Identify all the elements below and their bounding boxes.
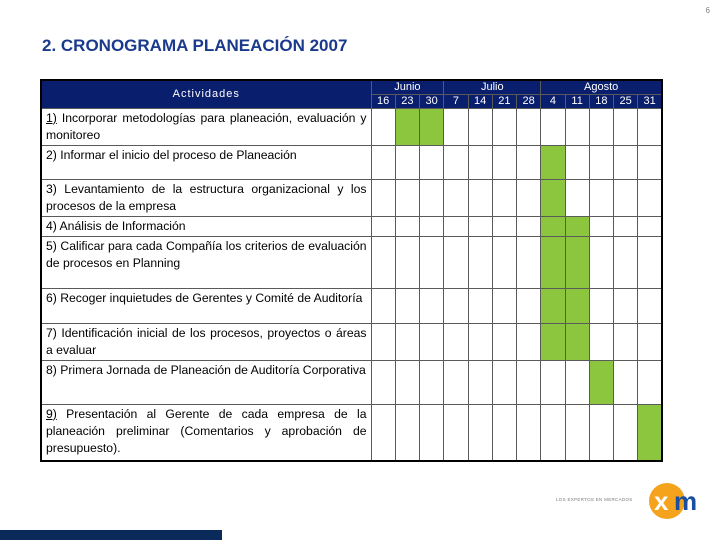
week-header: 31 [638, 95, 662, 109]
empty-cell [565, 180, 589, 217]
empty-cell [517, 405, 541, 461]
empty-cell [395, 217, 419, 237]
scheduled-cell [565, 324, 589, 361]
empty-cell [614, 405, 638, 461]
empty-cell [395, 405, 419, 461]
empty-cell [395, 361, 419, 405]
week-header: 7 [444, 95, 468, 109]
scheduled-cell [565, 237, 589, 289]
activity-label [41, 146, 371, 180]
scheduled-cell [565, 217, 589, 237]
empty-cell [492, 237, 516, 289]
activity-number: 5) [46, 239, 57, 253]
empty-cell [444, 146, 468, 180]
scheduled-cell [420, 109, 444, 146]
activity-text: Levantamiento de la estructura organizacional y los procesos de la empresa [46, 182, 367, 213]
page-number: 6 [705, 6, 710, 15]
empty-cell [517, 289, 541, 324]
empty-cell [517, 109, 541, 146]
empty-cell [541, 109, 565, 146]
empty-cell [444, 289, 468, 324]
empty-cell [492, 324, 516, 361]
empty-cell [420, 324, 444, 361]
empty-cell [468, 289, 492, 324]
empty-cell [614, 217, 638, 237]
scheduled-cell [541, 146, 565, 180]
activity-text: Informar el inicio del proceso de Planeación [56, 148, 297, 162]
empty-cell [614, 146, 638, 180]
empty-cell [517, 146, 541, 180]
empty-cell [444, 109, 468, 146]
empty-cell [371, 289, 395, 324]
empty-cell [468, 146, 492, 180]
empty-cell [492, 289, 516, 324]
empty-cell [589, 217, 613, 237]
empty-cell [492, 361, 516, 405]
empty-cell [420, 237, 444, 289]
week-header: 28 [517, 95, 541, 109]
logo-tagline: LOS EXPERTOS EN MERCADOS [556, 497, 633, 502]
empty-cell [589, 180, 613, 217]
activity-number: 4) [46, 219, 57, 233]
activity-label [41, 109, 371, 146]
activity-text: Recoger inquietudes de Gerentes y Comité de Auditoría [56, 291, 363, 305]
scheduled-cell [638, 405, 662, 461]
empty-cell [638, 324, 662, 361]
activity-row [41, 146, 662, 180]
scheduled-cell [589, 361, 613, 405]
footer-bar [0, 530, 222, 540]
empty-cell [589, 289, 613, 324]
empty-cell [468, 361, 492, 405]
scheduled-cell [395, 109, 419, 146]
empty-cell [371, 146, 395, 180]
empty-cell [614, 289, 638, 324]
activity-text: Presentación al Gerente de cada empresa de la planeación preliminar (Comentarios y aprobación de presupuesto). [46, 407, 367, 455]
week-header: 30 [420, 95, 444, 109]
empty-cell [589, 237, 613, 289]
activity-text: Identificación inicial de los procesos, proyectos o áreas a evaluar [46, 326, 367, 357]
empty-cell [395, 324, 419, 361]
empty-cell [565, 405, 589, 461]
activity-number: 6) [46, 291, 57, 305]
empty-cell [614, 324, 638, 361]
activity-row [41, 324, 662, 361]
activity-row [41, 361, 662, 405]
gantt-chart [40, 79, 661, 460]
empty-cell [638, 146, 662, 180]
svg-text:m: m [674, 486, 698, 516]
activity-row [41, 217, 662, 237]
activity-row [41, 180, 662, 217]
empty-cell [444, 217, 468, 237]
activity-label [41, 289, 371, 324]
month-header: Julio [444, 80, 541, 95]
empty-cell [371, 109, 395, 146]
activity-number: 2) [46, 148, 57, 162]
scheduled-cell [541, 324, 565, 361]
scheduled-cell [541, 217, 565, 237]
activity-number: 3) [46, 182, 57, 196]
empty-cell [614, 180, 638, 217]
empty-cell [395, 180, 419, 217]
empty-cell [371, 324, 395, 361]
empty-cell [492, 217, 516, 237]
page-title: 2. CRONOGRAMA PLANEACIÓN 2007 [42, 36, 348, 55]
activity-row [41, 405, 662, 461]
activity-row [41, 237, 662, 289]
svg-text:x: x [654, 486, 669, 516]
empty-cell [638, 237, 662, 289]
empty-cell [541, 405, 565, 461]
empty-cell [420, 361, 444, 405]
empty-cell [565, 146, 589, 180]
empty-cell [395, 237, 419, 289]
activity-number: 1) [46, 111, 57, 125]
activity-label [41, 361, 371, 405]
empty-cell [517, 237, 541, 289]
week-header: 16 [371, 95, 395, 109]
empty-cell [638, 180, 662, 217]
empty-cell [371, 361, 395, 405]
empty-cell [541, 361, 565, 405]
empty-cell [614, 237, 638, 289]
activity-number: 7) [46, 326, 57, 340]
scheduled-cell [541, 180, 565, 217]
activity-label [41, 180, 371, 217]
empty-cell [492, 180, 516, 217]
month-header: Agosto [541, 80, 662, 95]
activities-header: Actividades [41, 80, 371, 109]
empty-cell [468, 237, 492, 289]
week-header: 25 [614, 95, 638, 109]
empty-cell [371, 217, 395, 237]
empty-cell [517, 361, 541, 405]
empty-cell [468, 217, 492, 237]
empty-cell [420, 289, 444, 324]
empty-cell [444, 180, 468, 217]
empty-cell [420, 217, 444, 237]
week-header: 21 [492, 95, 516, 109]
week-header: 14 [468, 95, 492, 109]
empty-cell [638, 109, 662, 146]
activity-number: 8) [46, 363, 57, 377]
empty-cell [638, 289, 662, 324]
empty-cell [565, 361, 589, 405]
week-header: 18 [589, 95, 613, 109]
activity-text: Análisis de Información [56, 219, 186, 233]
activity-text: Primera Jornada de Planeación de Auditoría Corporativa [56, 363, 366, 377]
empty-cell [492, 109, 516, 146]
activity-number: 9) [46, 407, 57, 421]
empty-cell [638, 361, 662, 405]
empty-cell [492, 146, 516, 180]
activity-label [41, 324, 371, 361]
activity-text: Incorporar metodologías para planeación, evaluación y monitoreo [46, 111, 367, 142]
empty-cell [468, 109, 492, 146]
empty-cell [565, 109, 589, 146]
month-header: Junio [371, 80, 444, 95]
empty-cell [517, 180, 541, 217]
empty-cell [614, 361, 638, 405]
activity-text: Calificar para cada Compañía los criterios de evaluación de procesos en Planning [46, 239, 367, 270]
empty-cell [638, 217, 662, 237]
empty-cell [492, 405, 516, 461]
empty-cell [420, 405, 444, 461]
empty-cell [444, 237, 468, 289]
empty-cell [444, 324, 468, 361]
week-header: 11 [565, 95, 589, 109]
scheduled-cell [541, 289, 565, 324]
empty-cell [420, 180, 444, 217]
empty-cell [589, 146, 613, 180]
empty-cell [468, 180, 492, 217]
empty-cell [444, 405, 468, 461]
empty-cell [589, 324, 613, 361]
empty-cell [589, 405, 613, 461]
empty-cell [614, 109, 638, 146]
empty-cell [395, 289, 419, 324]
scheduled-cell [565, 289, 589, 324]
activity-label [41, 237, 371, 289]
empty-cell [468, 324, 492, 361]
empty-cell [517, 217, 541, 237]
scheduled-cell [541, 237, 565, 289]
empty-cell [517, 324, 541, 361]
activity-row [41, 109, 662, 146]
schedule-table [40, 79, 663, 462]
empty-cell [395, 146, 419, 180]
empty-cell [371, 180, 395, 217]
empty-cell [589, 109, 613, 146]
activity-label [41, 405, 371, 461]
empty-cell [371, 405, 395, 461]
empty-cell [371, 237, 395, 289]
activity-row [41, 289, 662, 324]
empty-cell [420, 146, 444, 180]
xm-logo [648, 482, 710, 520]
week-header: 23 [395, 95, 419, 109]
empty-cell [444, 361, 468, 405]
empty-cell [468, 405, 492, 461]
week-header: 4 [541, 95, 565, 109]
activity-label [41, 217, 371, 237]
